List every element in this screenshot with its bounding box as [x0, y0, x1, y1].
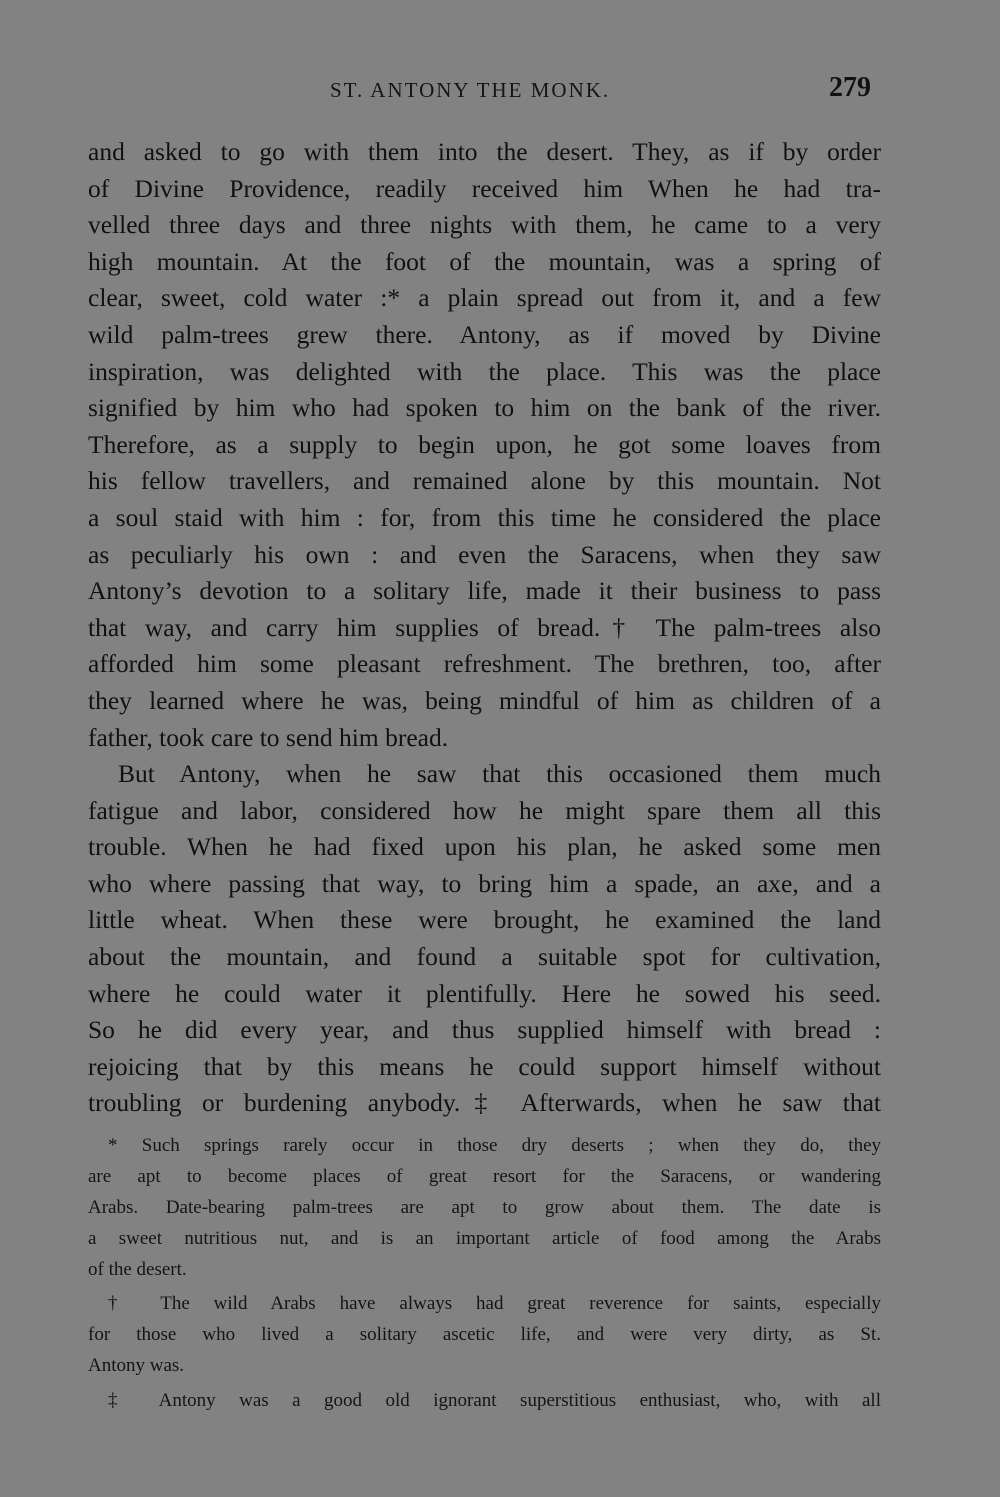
body-line: afforded him some pleasant refreshment. The brethren, too, after	[88, 649, 881, 679]
footnote-3	[88, 1386, 881, 1417]
footnote-line: a sweet nutritious nut, and is an important article of food among the Arabs	[88, 1227, 881, 1249]
footnote-line: are apt to become places of great resort for the Saracens, or wandering	[88, 1165, 881, 1187]
body-line: and asked to go with them into the desert. They, as if by order	[88, 137, 881, 166]
body-line: But Antony, when he saw that this occasioned them much	[118, 759, 881, 789]
body-line: signified by him who had spoken to him on the bank of the river.	[88, 393, 881, 423]
body-line: wild palm-trees grew there. Antony, as if moved by Divine	[88, 319, 881, 349]
body-line: trouble. When he had fixed upon his plan, he asked some men	[88, 832, 881, 862]
footnote-1	[88, 1131, 881, 1285]
body-line: little wheat. When these were brought, he examined the land	[88, 905, 881, 935]
body-line: inspiration, was delighted with the place. This was the place	[88, 356, 881, 386]
footnote-line: † The wild Arabs have always had great reverence for saints, especially	[108, 1293, 881, 1315]
running-head: ST. ANTONY THE MONK.	[330, 78, 611, 102]
footnote-line: Arabs. Date-bearing palm-trees are apt to grow about them. The date is	[88, 1196, 881, 1218]
body-line: clear, sweet, cold water :* a plain spread out from it, and a few	[88, 283, 881, 313]
body-line: that way, and carry him supplies of bread.† The palm-trees also	[88, 612, 881, 642]
footnote-2	[88, 1289, 881, 1382]
body-line: his fellow travellers, and remained alone by this mountain. Not	[88, 466, 881, 496]
footnote-line: of the desert.	[88, 1258, 187, 1280]
body-text	[88, 134, 881, 1122]
body-line: they learned where he was, being mindful of him as children of a	[88, 685, 881, 715]
body-line: troubling or burdening anybody.‡ Afterwards, when he saw that	[88, 1088, 881, 1118]
body-line: about the mountain, and found a suitable spot for cultivation,	[88, 942, 881, 972]
body-line: So he did every year, and thus supplied himself with bread :	[88, 1015, 881, 1045]
body-line: Therefore, as a supply to begin upon, he got some loaves from	[88, 429, 881, 459]
body-line: fatigue and labor, considered how he might spare them all this	[88, 795, 881, 825]
body-line: high mountain. At the foot of the mountain, was a spring of	[88, 246, 881, 276]
footnote-line: * Such springs rarely occur in those dry deserts ; when they do, they	[108, 1135, 881, 1156]
body-line: father, took care to send him bread.	[88, 722, 449, 752]
page-number: 279	[829, 72, 871, 103]
body-line: Antony’s devotion to a solitary life, made it their business to pass	[88, 576, 881, 606]
body-line: a soul staid with him : for, from this time he considered the place	[88, 502, 881, 532]
body-line: rejoicing that by this means he could support himself without	[88, 1051, 881, 1081]
footnote-line: ‡ Antony was a good old ignorant superstitious enthusiast, who, with all	[108, 1390, 881, 1412]
footnote-line: Antony was.	[88, 1355, 185, 1377]
body-line: where he could water it plentifully. Here he sowed his seed.	[88, 978, 881, 1008]
footnotes	[88, 1131, 881, 1417]
body-line: of Divine Providence, readily received him When he had tra-	[88, 173, 881, 203]
footnote-line: for those who lived a solitary ascetic life, and were very dirty, as St.	[88, 1324, 881, 1346]
body-line: as peculiarly his own : and even the Saracens, when they saw	[88, 539, 881, 569]
body-line: velled three days and three nights with them, he came to a very	[88, 210, 881, 240]
body-line: who where passing that way, to bring him a spade, an axe, and a	[88, 868, 881, 898]
